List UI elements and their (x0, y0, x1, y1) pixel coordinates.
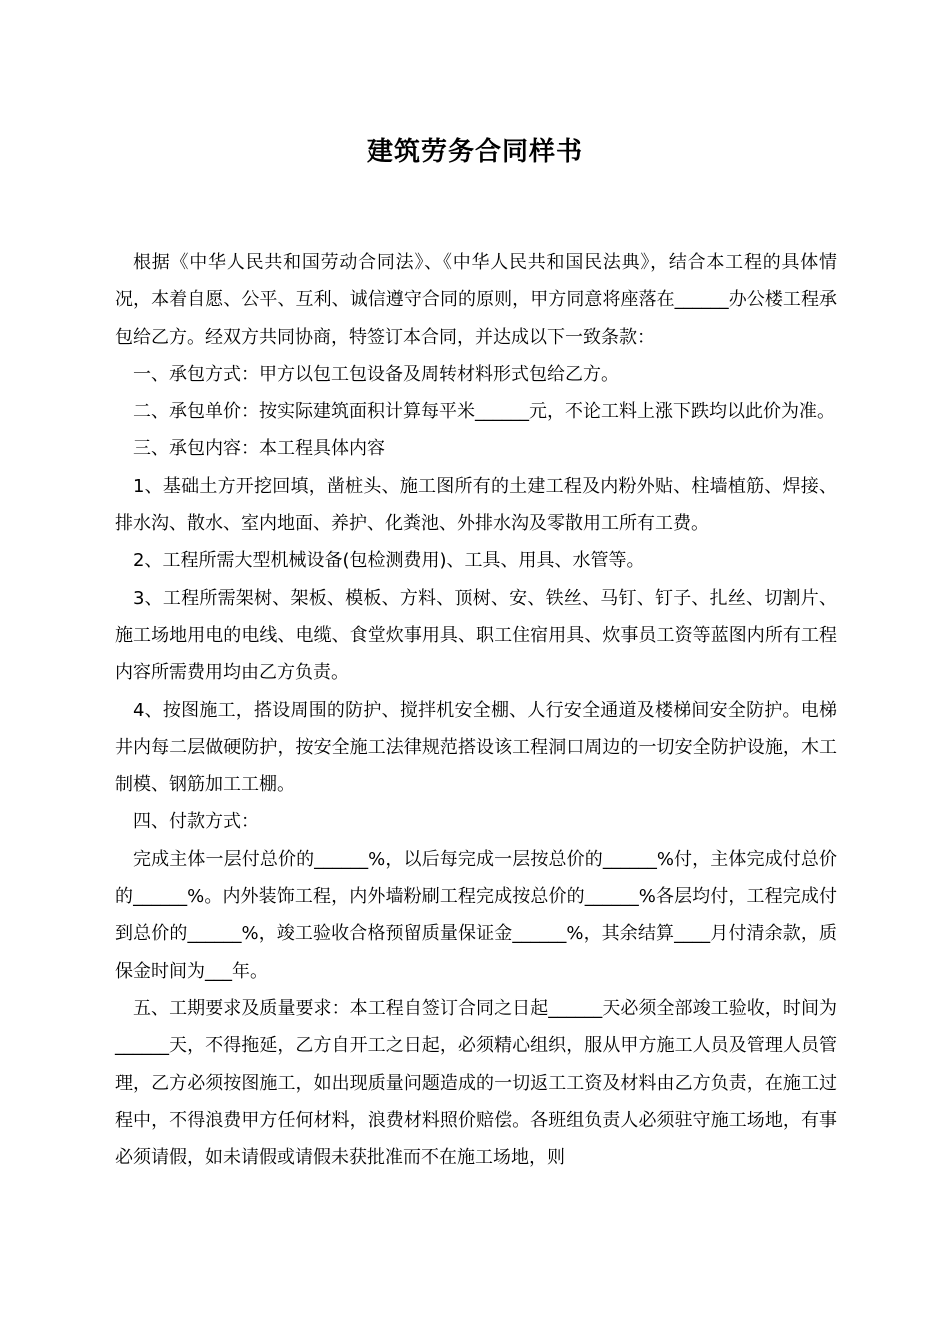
document-body (115, 244, 837, 1176)
scope-item-3: 3、工程所需架树、架板、模板、方料、顶树、安、铁丝、马钉、钉子、扎丝、切割片、施工场地用电的电线、电缆、食堂炊事用具、职工住宿用具、炊事员工资等蓝图内所有工程内容所需费用均由乙方负责。 (115, 587, 837, 684)
scope-item-2: 2、工程所需大型机械设备(包检测费用)、工具、用具、水管等。 (133, 550, 645, 572)
clause-scope-heading: 三、承包内容：本工程具体内容 (133, 438, 385, 460)
clause-contract-method: 一、承包方式：甲方以包工包设备及周转材料形式包给乙方。 (133, 363, 619, 385)
clause-payment-heading: 四、付款方式： (133, 811, 259, 833)
scope-item-1: 1、基础土方开挖回填，凿桩头、施工图所有的土建工程及内粉外贴、柱墙植筋、焊接、排水沟、散水、室内地面、养护、化粪池、外排水沟及零散用工所有工费。 (115, 475, 837, 535)
clause-unit-price: 二、承包单价：按实际建筑面积计算每平米______元，不论工料上涨下跌均以此价为准。 (133, 401, 835, 423)
document-title: 建筑劳务合同样书 (366, 137, 583, 167)
preamble-paragraph: 根据《中华人民共和国劳动合同法》、《中华人民共和国民法典》，结合本工程的具体情况，本着自愿、公平、互利、诚信遵守合同的原则，甲方同意将座落在______办公楼工程承包给乙方。经双方共同协商，特签订本合同，并达成以下一致条款： (115, 252, 837, 348)
scope-item-4: 4、按图施工，搭设周围的防护、搅拌机安全棚、人行安全通道及楼梯间安全防护。电梯井内每二层做硬防护，按安全施工法律规范搭设该工程洞口周边的一切安全防护设施，木工制模、钢筋加工工棚。 (115, 699, 837, 796)
clause-schedule-quality: 五、工期要求及质量要求：本工程自签订合同之日起______天必须全部竣工验收，时间为______天，不得拖延，乙方自开工之日起，必须精心组织，服从甲方施工人员及管理人员管理，乙方必须按图施工，如出现质量问题造成的一切返工工资及材料由乙方负责，在施工过程中，不得浪费甲方任何材料，浪费材料照价赔偿。各班组负责人必须驻守施工场地，有事必须请假，如未请假或请假未获批准而不在施工场地，则 (115, 997, 837, 1169)
payment-terms-paragraph: 完成主体一层付总价的______%，以后每完成一层按总价的______%付，主体完成付总价的______%。内外装饰工程，内外墙粉刷工程完成按总价的______%各层均付，工程完成付到总价的______%，竣工验收合格预留质量保证金______%，其余结算____月付清余款，质保金时间为___年。 (115, 848, 837, 982)
